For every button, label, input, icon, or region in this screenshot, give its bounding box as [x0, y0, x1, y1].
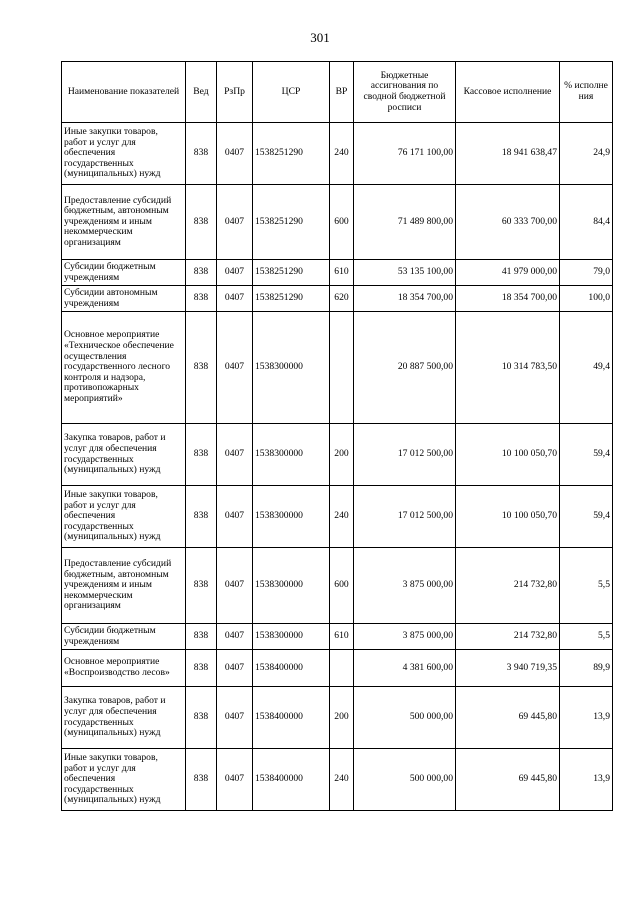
header-rzpr: РзПр: [217, 62, 253, 123]
row-budget: 4 381 600,00: [354, 650, 456, 687]
table-row: [62, 312, 613, 424]
row-ved: 838: [186, 424, 217, 486]
table-row: [62, 286, 613, 312]
row-name: Основное мероприятие «Воспроизводство лесов»: [62, 650, 186, 687]
row-rzpr: 0407: [217, 548, 253, 624]
row-pct: 59,4: [560, 486, 613, 548]
row-rzpr: 0407: [217, 624, 253, 650]
row-rzpr: 0407: [217, 286, 253, 312]
row-rzpr: 0407: [217, 650, 253, 687]
row-csr: 1538400000: [253, 749, 330, 811]
row-pct: 13,9: [560, 687, 613, 749]
row-vr: 240: [330, 486, 354, 548]
table-row: [62, 749, 613, 811]
row-budget: 18 354 700,00: [354, 286, 456, 312]
row-csr: 1538400000: [253, 687, 330, 749]
row-pct: 5,5: [560, 548, 613, 624]
row-cash: 60 333 700,00: [456, 185, 560, 260]
row-name: Закупка товаров, работ и услуг для обеспечения государственных (муниципальных) нужд: [62, 424, 186, 486]
row-budget: 3 875 000,00: [354, 624, 456, 650]
row-name: Предоставление субсидий бюджетным, автономным учреждениям и иным некоммерческим организациям: [62, 548, 186, 624]
table-row: [62, 548, 613, 624]
row-ved: 838: [186, 286, 217, 312]
header-ved: Вед: [186, 62, 217, 123]
row-budget: 53 135 100,00: [354, 260, 456, 286]
row-pct: 49,4: [560, 312, 613, 424]
table-body: [62, 123, 613, 811]
row-cash: 214 732,80: [456, 548, 560, 624]
row-cash: 10 100 050,70: [456, 486, 560, 548]
row-cash: 41 979 000,00: [456, 260, 560, 286]
table-row: [62, 260, 613, 286]
row-csr: 1538251290: [253, 260, 330, 286]
row-ved: 838: [186, 185, 217, 260]
row-rzpr: 0407: [217, 687, 253, 749]
row-pct: 89,9: [560, 650, 613, 687]
table-row: [62, 486, 613, 548]
row-vr: 600: [330, 185, 354, 260]
table-row: [62, 650, 613, 687]
header-budget: Бюджетные ассигнования по сводной бюджетной росписи: [354, 62, 456, 123]
table-row: [62, 624, 613, 650]
row-rzpr: 0407: [217, 486, 253, 548]
row-vr: 240: [330, 123, 354, 185]
row-rzpr: 0407: [217, 123, 253, 185]
header-pct: % исполне ния: [560, 62, 613, 123]
row-name: Иные закупки товаров, работ и услуг для обеспечения государственных (муниципальных) нужд: [62, 749, 186, 811]
row-pct: 5,5: [560, 624, 613, 650]
row-budget: 500 000,00: [354, 749, 456, 811]
header-name: Наименование показателей: [62, 62, 186, 123]
row-csr: 1538300000: [253, 548, 330, 624]
row-vr: 240: [330, 749, 354, 811]
row-cash: 69 445,80: [456, 687, 560, 749]
table-row: [62, 185, 613, 260]
row-pct: 24,9: [560, 123, 613, 185]
row-vr: 610: [330, 260, 354, 286]
row-cash: 214 732,80: [456, 624, 560, 650]
header-vr: ВР: [330, 62, 354, 123]
row-ved: 838: [186, 123, 217, 185]
table-header: [62, 62, 613, 123]
row-budget: 17 012 500,00: [354, 486, 456, 548]
table-row: [62, 123, 613, 185]
row-name: Основное мероприятие «Техническое обеспечение осуществления государственного лесного контроля и надзора, противопожарных мероприятий»: [62, 312, 186, 424]
budget-execution-table: [61, 61, 613, 811]
row-csr: 1538300000: [253, 624, 330, 650]
row-budget: 17 012 500,00: [354, 424, 456, 486]
row-rzpr: 0407: [217, 424, 253, 486]
row-name: Субсидии бюджетным учреждениям: [62, 260, 186, 286]
row-vr: [330, 650, 354, 687]
row-cash: 18 941 638,47: [456, 123, 560, 185]
row-ved: 838: [186, 312, 217, 424]
row-rzpr: 0407: [217, 312, 253, 424]
row-rzpr: 0407: [217, 260, 253, 286]
row-ved: 838: [186, 650, 217, 687]
table-row: [62, 424, 613, 486]
page-number: 301: [310, 30, 330, 45]
row-vr: 600: [330, 548, 354, 624]
row-name: Субсидии бюджетным учреждениям: [62, 624, 186, 650]
row-vr: [330, 312, 354, 424]
row-csr: 1538251290: [253, 185, 330, 260]
row-ved: 838: [186, 749, 217, 811]
row-ved: 838: [186, 486, 217, 548]
row-ved: 838: [186, 548, 217, 624]
row-ved: 838: [186, 624, 217, 650]
row-vr: 200: [330, 424, 354, 486]
header-cash: Кассовое исполнение: [456, 62, 560, 123]
row-pct: 79,0: [560, 260, 613, 286]
row-budget: 500 000,00: [354, 687, 456, 749]
row-budget: 76 171 100,00: [354, 123, 456, 185]
row-csr: 1538300000: [253, 486, 330, 548]
row-name: Предоставление субсидий бюджетным, автономным учреждениям и иным некоммерческим организациям: [62, 185, 186, 260]
row-pct: 13,9: [560, 749, 613, 811]
row-rzpr: 0407: [217, 185, 253, 260]
row-name: Иные закупки товаров, работ и услуг для обеспечения государственных (муниципальных) нужд: [62, 123, 186, 185]
row-name: Закупка товаров, работ и услуг для обеспечения государственных (муниципальных) нужд: [62, 687, 186, 749]
row-csr: 1538251290: [253, 286, 330, 312]
row-budget: 20 887 500,00: [354, 312, 456, 424]
row-budget: 71 489 800,00: [354, 185, 456, 260]
row-ved: 838: [186, 260, 217, 286]
row-vr: 200: [330, 687, 354, 749]
row-cash: 18 354 700,00: [456, 286, 560, 312]
row-vr: 620: [330, 286, 354, 312]
row-ved: 838: [186, 687, 217, 749]
row-budget: 3 875 000,00: [354, 548, 456, 624]
table-row: [62, 687, 613, 749]
row-vr: 610: [330, 624, 354, 650]
row-pct: 84,4: [560, 185, 613, 260]
header-csr: ЦСР: [253, 62, 330, 123]
row-csr: 1538251290: [253, 123, 330, 185]
row-csr: 1538400000: [253, 650, 330, 687]
row-name: Субсидии автономным учреждениям: [62, 286, 186, 312]
row-csr: 1538300000: [253, 312, 330, 424]
row-cash: 10 314 783,50: [456, 312, 560, 424]
row-pct: 59,4: [560, 424, 613, 486]
row-csr: 1538300000: [253, 424, 330, 486]
row-pct: 100,0: [560, 286, 613, 312]
row-cash: 3 940 719,35: [456, 650, 560, 687]
header-row: [62, 62, 613, 123]
row-name: Иные закупки товаров, работ и услуг для обеспечения государственных (муниципальных) нужд: [62, 486, 186, 548]
row-cash: 69 445,80: [456, 749, 560, 811]
row-rzpr: 0407: [217, 749, 253, 811]
row-cash: 10 100 050,70: [456, 424, 560, 486]
